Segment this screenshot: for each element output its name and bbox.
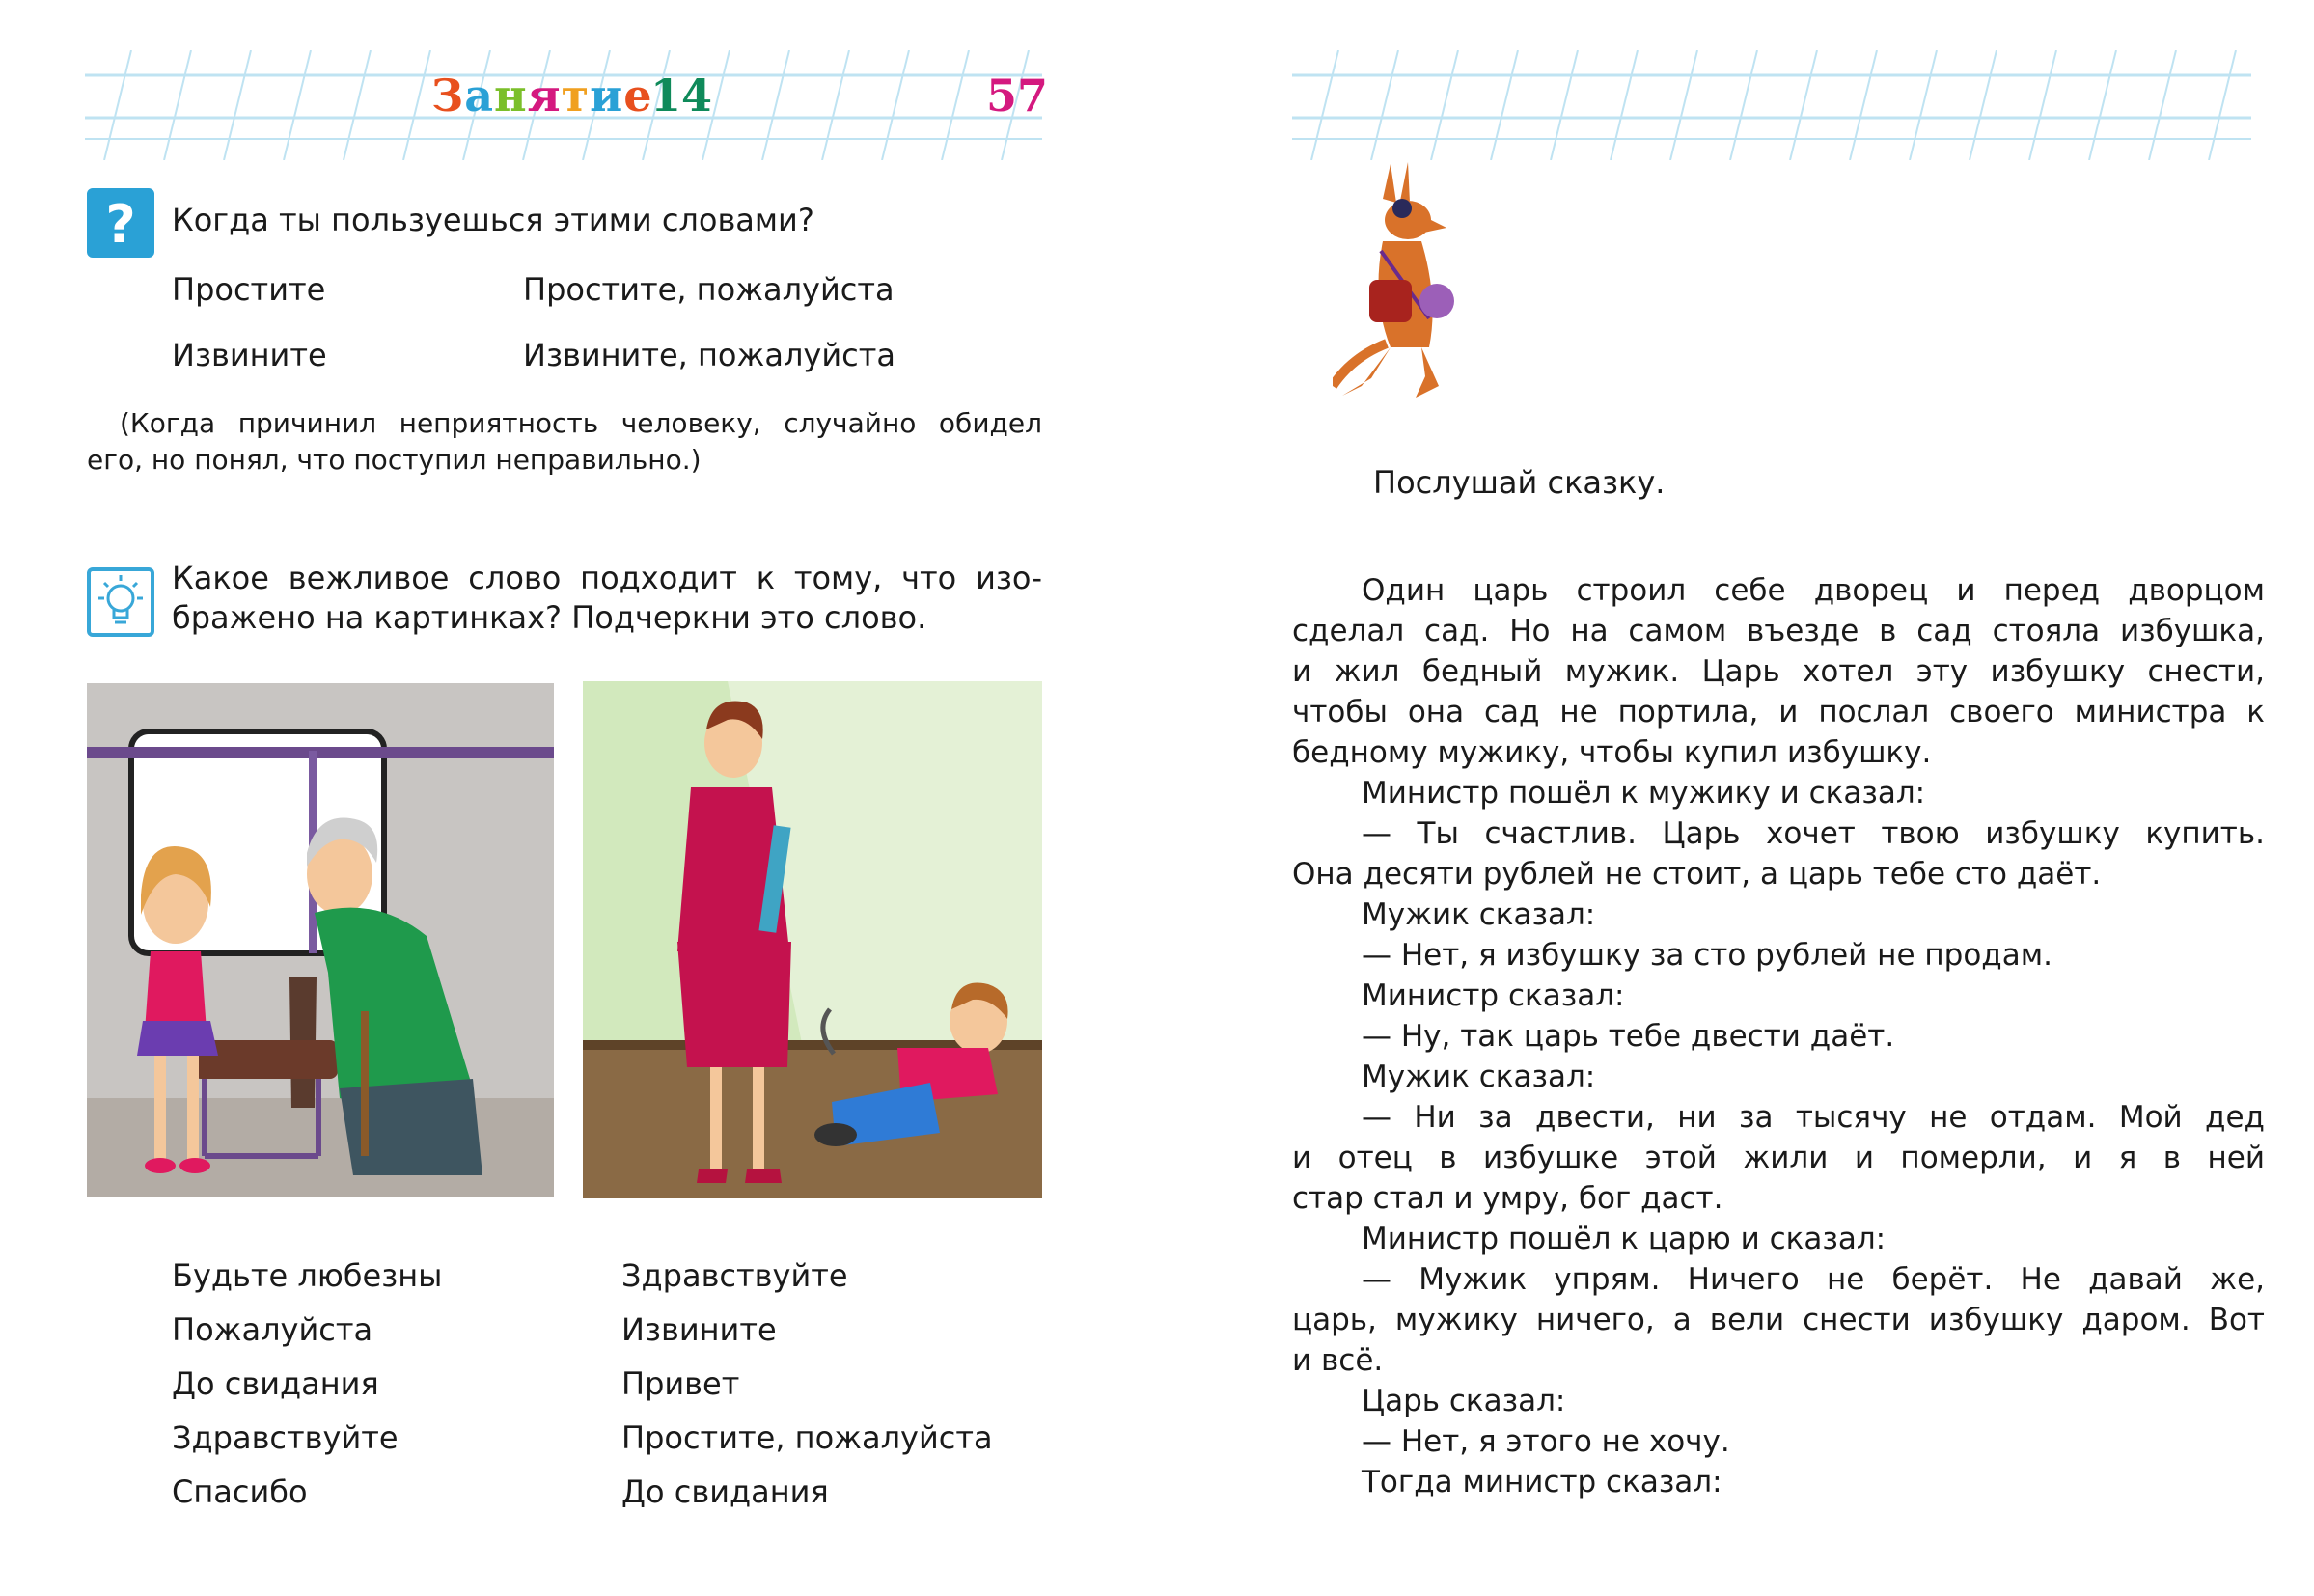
word-option: Извините	[621, 1311, 777, 1348]
word-option: Здравствуйте	[621, 1257, 848, 1294]
story-line: Мужик сказал:	[1362, 897, 1596, 932]
story-line: и жил бедный мужик. Царь хотел эту избушку снести,	[1292, 654, 2265, 689]
word-option: Привет	[621, 1365, 740, 1402]
lesson-heading-word: Занятие	[431, 69, 653, 122]
story-line: — Нет, я этого не хочу.	[1362, 1424, 1730, 1459]
woman-and-fallen-boy-illustration	[583, 681, 1042, 1198]
question-mark-icon: ?	[87, 188, 154, 258]
phrase-item: Простите	[172, 271, 326, 308]
girl-offering-seat-illustration	[87, 683, 554, 1197]
lightbulb-icon	[87, 567, 154, 637]
question-text: Когда ты пользуешься этими словами?	[172, 202, 814, 238]
story-line: стар стал и умру, бог даст.	[1292, 1181, 1723, 1216]
story-line: Тогда министр сказал:	[1362, 1465, 1722, 1500]
story-line: царь, мужику ничего, а вели снести избушку даром. Вот	[1292, 1303, 2265, 1337]
word-option: До свидания	[621, 1473, 829, 1510]
phrase-item: Извините, пожалуйста	[523, 337, 895, 373]
story-line: бедному мужику, чтобы купил избушку.	[1292, 735, 1932, 770]
story-line: Мужик сказал:	[1362, 1059, 1596, 1094]
phrase-item: Извините	[172, 337, 327, 373]
task-text: бражено на картинках? Подчеркни это слово.	[172, 599, 927, 636]
story-line: — Нет, я избушку за сто рублей не продам.	[1362, 938, 2052, 973]
story-line: и отец в избушке этой жили и померли, и я в ней	[1292, 1141, 2265, 1175]
story-line: чтобы она сад не портила, и послал своего министра к	[1292, 695, 2265, 729]
story-line: Министр пошёл к мужику и сказал:	[1362, 776, 1926, 811]
instruction-text: Послушай сказку.	[1373, 464, 1666, 501]
story-line: — Мужик упрям. Ничего не берёт. Не давай же,	[1362, 1262, 2265, 1297]
lesson-number: 14	[650, 69, 713, 122]
word-option: Спасибо	[172, 1473, 308, 1510]
story-line: и всё.	[1292, 1343, 1384, 1378]
task-text: Какое вежливое слово подходит к тому, что изо-	[172, 560, 1042, 596]
word-option: Пожалуйста	[172, 1311, 373, 1348]
story-line: Министр пошёл к царю и сказал:	[1362, 1222, 1887, 1256]
story-line: Министр сказал:	[1362, 978, 1625, 1013]
answer-note: его, но понял, что поступил неправильно.)	[87, 444, 702, 476]
story-line: Царь сказал:	[1362, 1384, 1566, 1418]
right-page	[1157, 0, 2314, 1596]
word-option: Будьте любезны	[172, 1257, 443, 1294]
story-line: — Ну, так царь тебе двести даёт.	[1362, 1019, 1895, 1054]
kangaroo-icon	[1333, 154, 1477, 405]
story-line: — Ты счастлив. Царь хочет твою избушку купить.	[1362, 816, 2265, 851]
word-option: Простите, пожалуйста	[621, 1419, 993, 1456]
story-line: — Ни за двести, ни за тысячу не отдам. Мой дед	[1362, 1100, 2265, 1135]
story-line: Она десяти рублей не стоит, а царь тебе сто даёт.	[1292, 857, 2102, 892]
page-number: 57	[986, 69, 1049, 122]
word-option: Здравствуйте	[172, 1419, 399, 1456]
answer-note: (Когда причинил неприятность человеку, случайно обидел	[120, 407, 1042, 439]
handwriting-guide-lines	[1292, 50, 2251, 160]
word-option: До свидания	[172, 1365, 379, 1402]
story-line: Один царь строил себе дворец и перед дворцом	[1362, 573, 2265, 608]
phrase-item: Простите, пожалуйста	[523, 271, 895, 308]
story-line: сделал сад. Но на самом въезде в сад стояла избушка,	[1292, 614, 2265, 648]
